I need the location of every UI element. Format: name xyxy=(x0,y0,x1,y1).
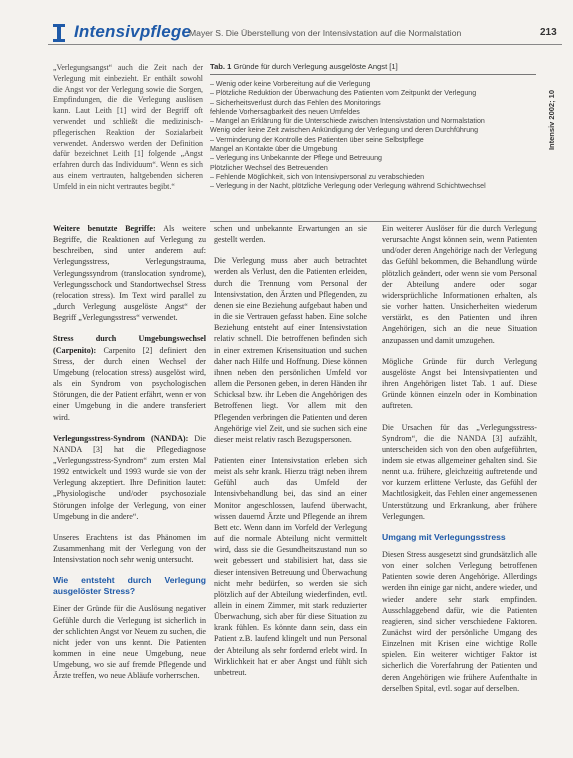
table-row: Plötzlicher Wechsel des Betreuenden xyxy=(210,163,328,172)
side-citation xyxy=(547,60,565,180)
paragraph-weitere-begriffe xyxy=(53,223,206,323)
paragraph-text: Die Verlegung muss aber auch betrachtet werden als Verlust, den die Patienten erleiden, durch die Trennung vom Personal der Intensivstation, den Ärzten und Pflegenden, zu denen sie eine Beziehung aufgebaut haben und in die sie Vertrauen gefasst haben. Eine solche Beziehung entsteht auf einer Intensivstation relativ schnell. Die betroffenen befinden sich in einer extremen Krisensituation und suchen daher nach Hilfe und Hoffnung. Diese können ihnen neben den persönlichen Umfeld vor allem die Personen geben, in deren Händen ihr Schicksal bzw. ihr Leben die Angehörigen des Betroffenen liegt. Vor allem mit den Pflegenden verbringen die Patienten und deren Angehörige viel Zeit, und sie suchen sich eine dieser meist relativ rasch Bezugspersonen. xyxy=(214,256,367,444)
term-heading: Verlegungsstress-Syndrom (NANDA): xyxy=(53,433,189,443)
column-3 xyxy=(382,223,537,704)
table-1 xyxy=(210,62,536,222)
paragraph-text: Die NANDA [3] hat die Pflegediagnose „Verlegungsstress-Syndrom“ zum ersten Mal 1992 entwickelt und 1993 wurde sie von der Verlegung akzeptiert. Ihre Definition lautet: „Physiologische und/oder psychosoziale Störungen infolge der Verlegung, von einer Umgebung in die andere“. xyxy=(53,433,206,521)
running-title: Mayer S. Die Überstellung von der Intensivstation auf die Normalstation xyxy=(189,28,462,38)
column-1 xyxy=(53,223,206,691)
table-row: – Wenig oder keine Vorbereitung auf die Verlegung xyxy=(210,80,371,88)
table-caption xyxy=(210,62,536,75)
table-caption-text: Gründe für durch Verlegung ausgelöste Angst [1] xyxy=(233,62,398,71)
journal-logo-icon xyxy=(52,24,66,42)
table-row: Wenig oder keine Zeit zwischen Ankündigung der Verlegung und deren Durchführung xyxy=(210,126,479,135)
page-number: 213 xyxy=(540,27,557,38)
table-row: – Verminderung der Kontrolle des Patienten über seine Selbstpflege xyxy=(210,135,424,144)
table-row: – Verlegung in der Nacht, plötzliche Verlegung oder Verlegung während Schichtwechsel xyxy=(210,182,486,191)
column-2 xyxy=(214,223,367,688)
paragraph-text: Als weitere Begriffe, die Reaktionen auf Verlegung zu beschreiben, sind unter anderem auf: Verlegungsstress, Verlegungstrauma, Verlegungssyndrom (translocation syndrome), Verlegungsschock und Standortwechsel Stress (relocation stress). Im Text wird parallel zu „durch Verlegung ausgelöste Angst“ der Begriff „Verlegungsstress“ verwendet. xyxy=(53,224,206,323)
page-header xyxy=(0,0,573,50)
paragraph-nanda xyxy=(53,433,206,522)
paragraph-text: Ein weiterer Auslöser für die durch Verlegung verursachte Angst können sein, wenn Patienten und/oder deren Angehörige nach der Verlegung das Gefühl bekommen, die Behandlung würde plötzlich geändert, oder wenn sie vom Personal der Abteilung andere oder sogar widersprüchliche Informationen erhalten, als sie vorher hatten. Unsicherheiten wiederum verstärkt, es den Patienten und ihren Angehörigen, sich an die neue Situation anzupassen und damit umzugehen. xyxy=(382,224,537,345)
table-row: fehlende Vorhersagbarkeit des neuen Umfeldes xyxy=(210,107,360,116)
section-heading: Umgang mit Verlegungsstress xyxy=(382,531,506,542)
paragraph-text: Unseres Erachtens ist das Phänomen im Zusammenhang mit der Verlegung von der Intensivstation noch sehr wenig untersucht. xyxy=(53,532,206,565)
intro-paragraph: „Verlegungsangst“ auch die Zeit nach der Verlegung mit einbezieht. Er enthält sowohl die Angst vor der Verlegung sowie die Sorgen, Empfindungen, die die Verlegung auslösen kann. Laut Leith [1] wird der Begriff oft verwendet und schließt die medizinisch-pflegerischen Reaktion der Sozialarbeit verwendet. Anderswo werden der Definition dafür bezeichnet Leith [1] folgende „Angst erfahren durch das Individuum“. Wenn es sich aus einem vertrauten, haltgebenden sicheren Umfeld in ein nicht vertrautes begibt.“ xyxy=(53,63,203,191)
table-row: Mangel an Kontakte über die Umgebung xyxy=(210,145,338,154)
term-heading: Stress durch Umgebungswechsel (Carpenito): xyxy=(53,334,206,355)
paragraph-carpenito xyxy=(53,333,206,422)
table-row: – Verlegung ins Unbekannte der Pflege und Betreuung xyxy=(210,154,382,163)
header-rule xyxy=(48,44,562,45)
paragraph-text: Die Ursachen für das „Verlegungsstress-Syndrom“, die die NANDA [3] aufzählt, unterscheiden sich von den oben aufgeführten, indem sie etwas allgemeiner gehalten sind. Sie nennt u.a. frühere, gleichzeitig auftretende und vor kurzem erlittene Verluste, das Gefühl der Machtlosigkeit, das Fehlen einer angemessenen Unterstützung und Erkrankung, aber frühere Verlegungen. xyxy=(382,422,537,521)
table-row: – Plötzliche Reduktion der Überwachung des Patienten vom Zeitpunkt der Verlegung xyxy=(210,89,477,98)
side-citation-label: Intensiv 2002; 10 xyxy=(547,89,556,151)
paragraph-text: schen und unbekannte Erwartungen an sie gestellt werden. xyxy=(214,224,367,245)
paragraph-text: Diesen Stress ausgesetzt sind grundsätzlich alle von einer solchen Verlegung betroffenen Patienten sowie deren Angehörige. Allerdings werden ihn einige gar nicht, andere wieder, und wieder andere sehr stark empfinden. Ausschlaggebend dafür, wie die Patienten reagieren, sind sicher verschiedene Faktoren. Zunächst wird der persönliche Umgang des Einzelnen mit Krisen eine wichtige Rolle spielen. Ein weiterer wichtiger Faktor ist sicherlich die Vorerfahrung der Patienten und deren Angehörigen wie frühere Aufenthalte in derselben Spital, evtl. sogar auf derselben. xyxy=(382,549,537,693)
paragraph-text: Mögliche Gründe für durch Verlegung ausgelöste Angst bei Intensivpatienten und ihren Angehörigen listet Tab. 1 auf. Diese Gründe können einzeln oder in Kombination auftreten. xyxy=(382,356,537,411)
paragraph-text: Einer der Gründe für die Auslösung negativer Gefühle durch die Verlegung ist sicherlich in der schlichten Angst vor Neuem zu suchen, die nicht jeder von uns kennt. Die Patienten kommen in eine neue Umgebung, neue Umgebung, wo sie auf fremde Pflegende und Ärzte treffen, wo neue Abläufe vorherrschen. xyxy=(53,604,206,681)
paragraph-text: Patienten einer Intensivstation erleben sich meist als sehr krank. Hierzu trägt neben ihrem Gefühl auch das Umfeld der Intensivbehandlung bei, das sind an einer Monitor angeschlossen, laufend überwacht, wissen dauernd Ärzte und Pflegende an ihrem Bett etc. Wenn dann im Vorfeld der Verlegung auf die normale Abteilung nicht vermittelt wird, dass sie die Gesundheitszustand nun so weit gebessert und stabilisiert hat, dass sie dieser intensiven Betreuung und Überwachung nicht mehr bedürfen, so werden sie sich plötzlich auf der Abteilung wiederfinden, evtl. allein in einem Zimmer, mit stark reduzierter Überwachung, sich aber für diese Situation zu krank fühlen. Es könnte dann sein, dass ein Patient z.B. laufend klingelt und nun Personal der Abteilung als sehr fordernd erlebt wird. In Wirklichkeit hat er aber Angst und fühlt sich unbetreut. xyxy=(214,455,367,677)
term-heading: Weitere benutzte Begriffe: xyxy=(53,224,156,233)
table-row: – Mangel an Erklärung für die Unterschiede zwischen Intensivstation und Normalstation xyxy=(210,117,485,126)
paragraph-text: Carpenito [2] definiert den Stress, der durch einen Wechsel der Umgebung (relocation stress) ausgelöst wird, als ein Syndrom von psychologischen Störungen, die der Patient erfährt, wenn er von einer Umgebung in die andere transferiert wird. xyxy=(53,345,206,422)
section-heading: Wie entsteht durch Verlegung ausgelöster Stress? xyxy=(53,575,206,597)
table-row: – Fehlende Möglichkeit, sich von Intensivpersonal zu verabschieden xyxy=(210,172,425,181)
table-label: Tab. 1 xyxy=(210,62,232,71)
journal-name: Intensivpflege xyxy=(74,22,192,41)
table-bottom-rule xyxy=(210,221,536,222)
table-row: – Sicherheitsverlust durch das Fehlen des Monitorings xyxy=(210,98,381,107)
